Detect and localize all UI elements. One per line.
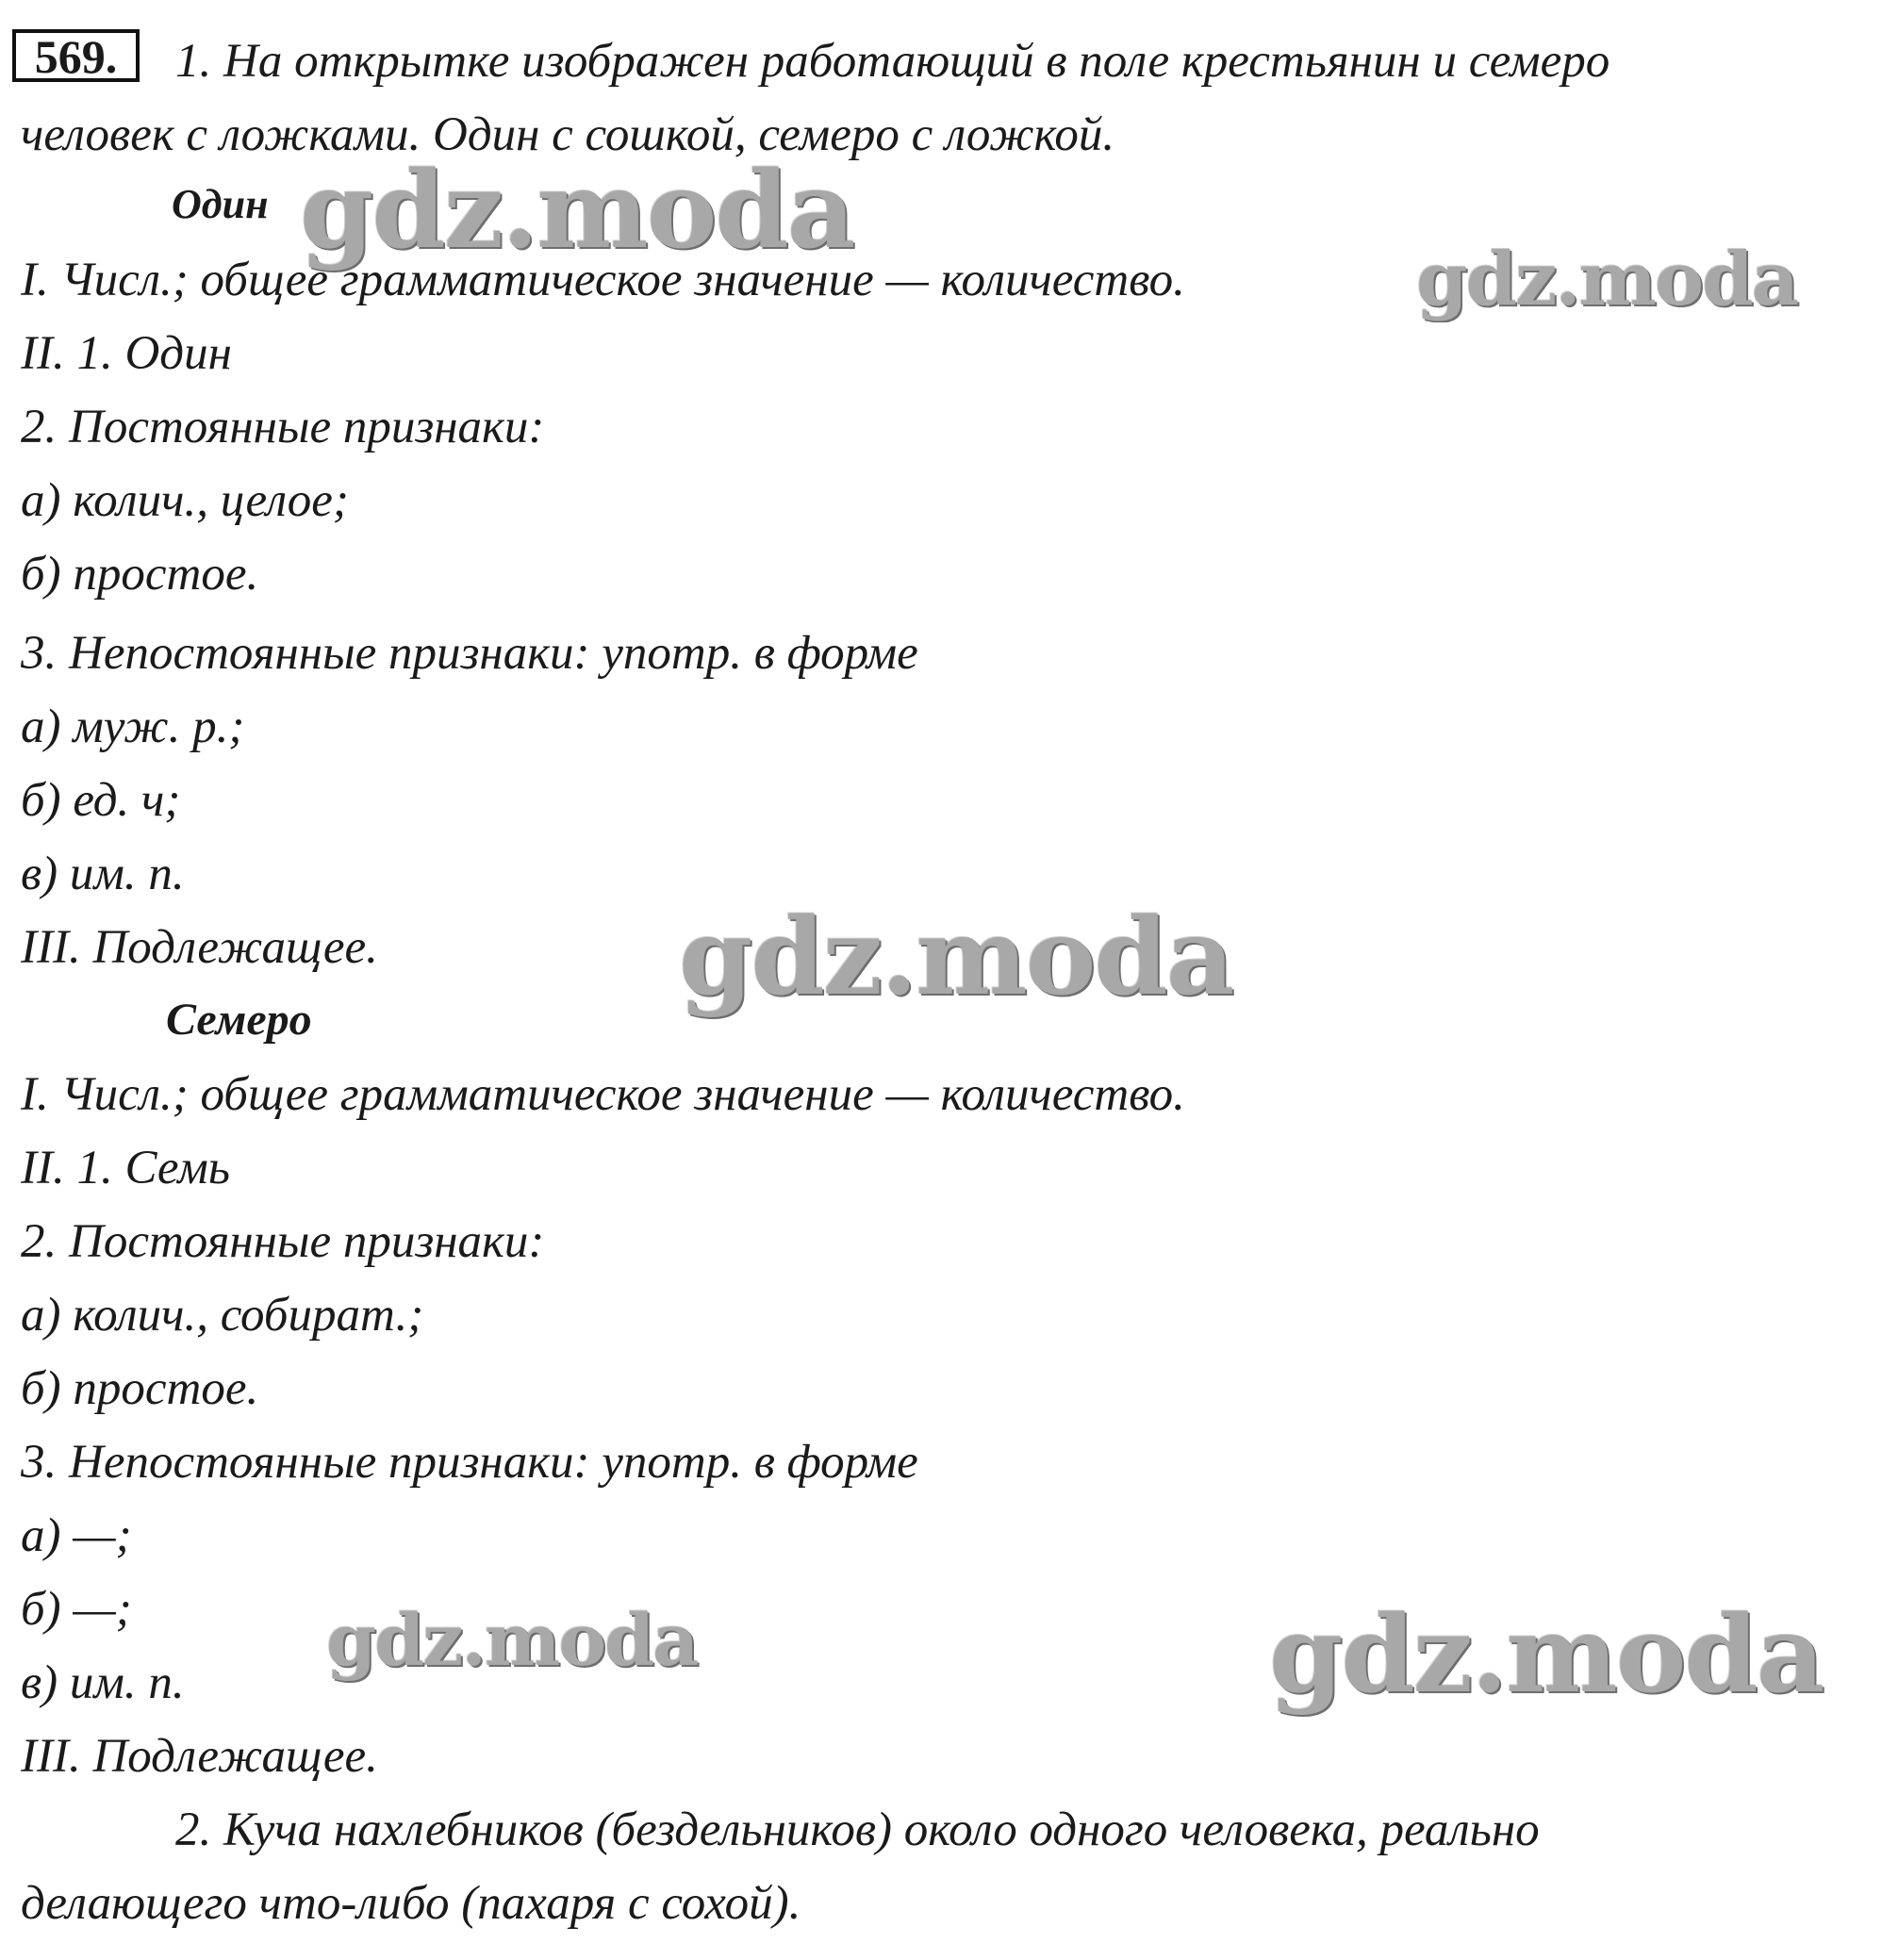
watermark-5: gdz.moda — [1269, 1593, 1824, 1717]
text-line-18: 3. Непостоянные признаки: употр. в форме — [21, 1436, 918, 1489]
text-line-8: 3. Непостоянные признаки: употр. в форме — [21, 627, 918, 680]
text-line-5: 2. Постоянные признаки: — [21, 401, 545, 453]
task-number-box: 569. — [12, 29, 140, 82]
text-line-10: б) ед. ч; — [21, 774, 181, 827]
watermark-4: gdz.moda — [326, 1598, 698, 1682]
watermark-1: gdz.moda — [300, 149, 854, 272]
text-line-9: а) муж. р.; — [21, 700, 245, 753]
text-line-6: а) колич., целое; — [21, 474, 349, 527]
watermark-2: gdz.moda — [1416, 237, 1798, 322]
text-line-2: человек с ложками. Один с сошкой, семеро с ложкой. — [21, 108, 1115, 161]
text-line-4: II. 1. Один — [21, 327, 232, 380]
text-line-1: 1. На открытке изображен работающий в поле крестьянин и семеро — [175, 35, 1610, 88]
text-line-17: б) простое. — [21, 1362, 259, 1415]
text-line-13: I. Числ.; общее грамматическое значение — количество. — [21, 1068, 1185, 1121]
text-line-3: I. Числ.; общее грамматическое значение — количество. — [21, 254, 1185, 306]
heading-semero: Семеро — [166, 995, 312, 1045]
text-line-24: делающего что-либо (пахаря с сохой). — [21, 1877, 801, 1930]
text-line-21: в) им. п. — [21, 1656, 185, 1709]
text-line-19: а) —; — [21, 1509, 132, 1562]
text-line-12: III. Подлежащее. — [21, 921, 378, 974]
text-line-14: II. 1. Семь — [21, 1142, 230, 1194]
text-line-7: б) простое. — [21, 548, 259, 601]
text-line-15: 2. Постоянные признаки: — [21, 1215, 545, 1268]
text-line-22: III. Подлежащее. — [21, 1730, 378, 1783]
text-line-11: в) им. п. — [21, 848, 185, 900]
text-line-20: б) —; — [21, 1583, 132, 1636]
text-line-23: 2. Куча нахлебников (бездельников) около одного человека, реально — [175, 1804, 1540, 1856]
text-line-16: а) колич., собират.; — [21, 1289, 424, 1342]
watermark-3: gdz.moda — [679, 896, 1233, 1019]
heading-odin: Один — [172, 181, 269, 227]
